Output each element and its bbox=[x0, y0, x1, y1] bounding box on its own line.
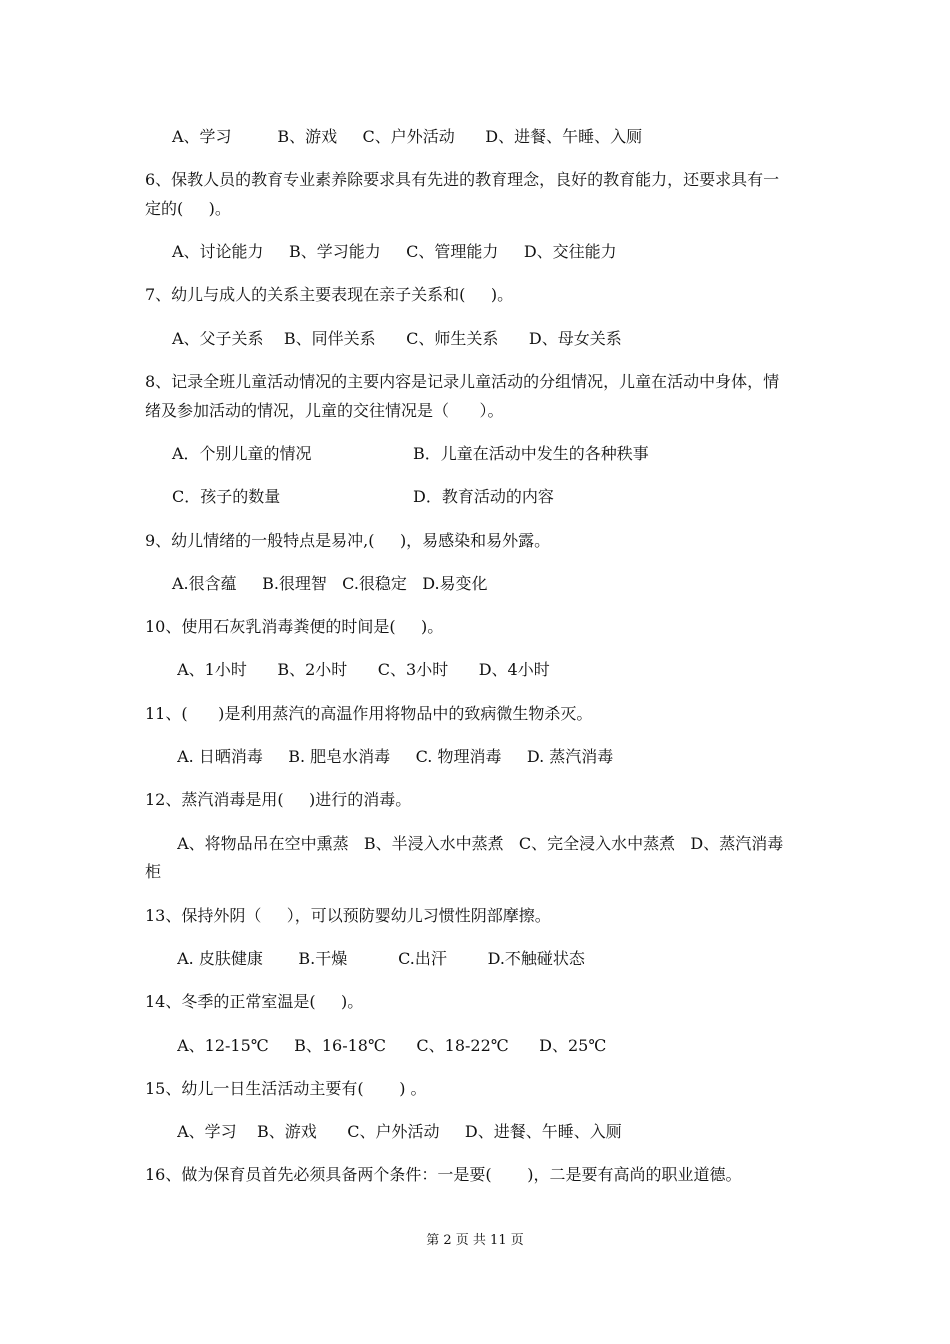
question-15: 15、幼儿一日生活活动主要有( ) 。 bbox=[145, 1079, 427, 1098]
q8-option-a: A．个别儿童的情况 bbox=[172, 444, 312, 463]
question-12: 12、蒸汽消毒是用( )进行的消毒。 bbox=[145, 790, 412, 809]
question-8-line-1: 8、记录全班儿童活动情况的主要内容是记录儿童活动的分组情况，儿童在活动中身体，情 bbox=[145, 372, 780, 391]
q8-option-c: C．孩子的数量 bbox=[172, 487, 281, 506]
q14-options: A、12-15℃ B、16-18℃ C、18-22℃ D、25℃ bbox=[172, 1036, 607, 1055]
q8-option-b: B．儿童在活动中发生的各种秩事 bbox=[413, 444, 649, 463]
question-6-line-1: 6、保教人员的教育专业素养除要求具有先进的教育理念，良好的教育能力，还要求具有一 bbox=[145, 170, 780, 189]
q11-options: A. 日晒消毒 B. 肥皂水消毒 C. 物理消毒 D. 蒸汽消毒 bbox=[172, 747, 614, 766]
q12-options-line-2: 柜 bbox=[145, 862, 162, 881]
q10-options: A、1小时 B、2小时 C、3小时 D、4小时 bbox=[172, 660, 550, 679]
question-8-line-2: 绪及参加活动的情况，儿童的交往情况是（ ）。 bbox=[145, 401, 504, 420]
q15-options: A、学习 B、游戏 C、户外活动 D、进餐、午睡、入厕 bbox=[172, 1122, 622, 1141]
q8-option-d: D．教育活动的内容 bbox=[413, 487, 554, 506]
question-16: 16、做为保育员首先必须具备两个条件：一是要( )，二是要有高尚的职业道德。 bbox=[145, 1165, 742, 1184]
question-11: 11、( )是利用蒸汽的高温作用将物品中的致病微生物杀灭。 bbox=[145, 704, 593, 723]
q5-options: A、学习 B、游戏 C、户外活动 D、进餐、午睡、入厕 bbox=[172, 127, 643, 146]
question-7: 7、幼儿与成人的关系主要表现在亲子关系和( )。 bbox=[145, 285, 514, 304]
q12-options-line-1: A、将物品吊在空中熏蒸 B、半浸入水中蒸煮 C、完全浸入水中蒸煮 D、蒸汽消毒 bbox=[172, 834, 784, 853]
q9-options: A.很含蕴 B.很理智 C.很稳定 D.易变化 bbox=[172, 574, 488, 593]
q6-options: A、讨论能力 B、学习能力 C、管理能力 D、交往能力 bbox=[172, 242, 617, 261]
question-9: 9、幼儿情绪的一般特点是易冲,( )，易感染和易外露。 bbox=[145, 531, 551, 550]
q13-options: A. 皮肤健康 B.干燥 C.出汗 D.不触碰状态 bbox=[172, 949, 585, 968]
q7-options: A、父子关系 B、同伴关系 C、师生关系 D、母女关系 bbox=[172, 329, 622, 348]
question-14: 14、冬季的正常室温是( )。 bbox=[145, 992, 364, 1011]
question-6-line-2: 定的( )。 bbox=[145, 199, 231, 218]
page-footer: 第 2 页 共 11 页 bbox=[426, 1233, 524, 1248]
question-13: 13、保持外阴（ ），可以预防婴幼儿习惯性阴部摩擦。 bbox=[145, 906, 551, 925]
question-10: 10、使用石灰乳消毒粪便的时间是( )。 bbox=[145, 617, 444, 636]
